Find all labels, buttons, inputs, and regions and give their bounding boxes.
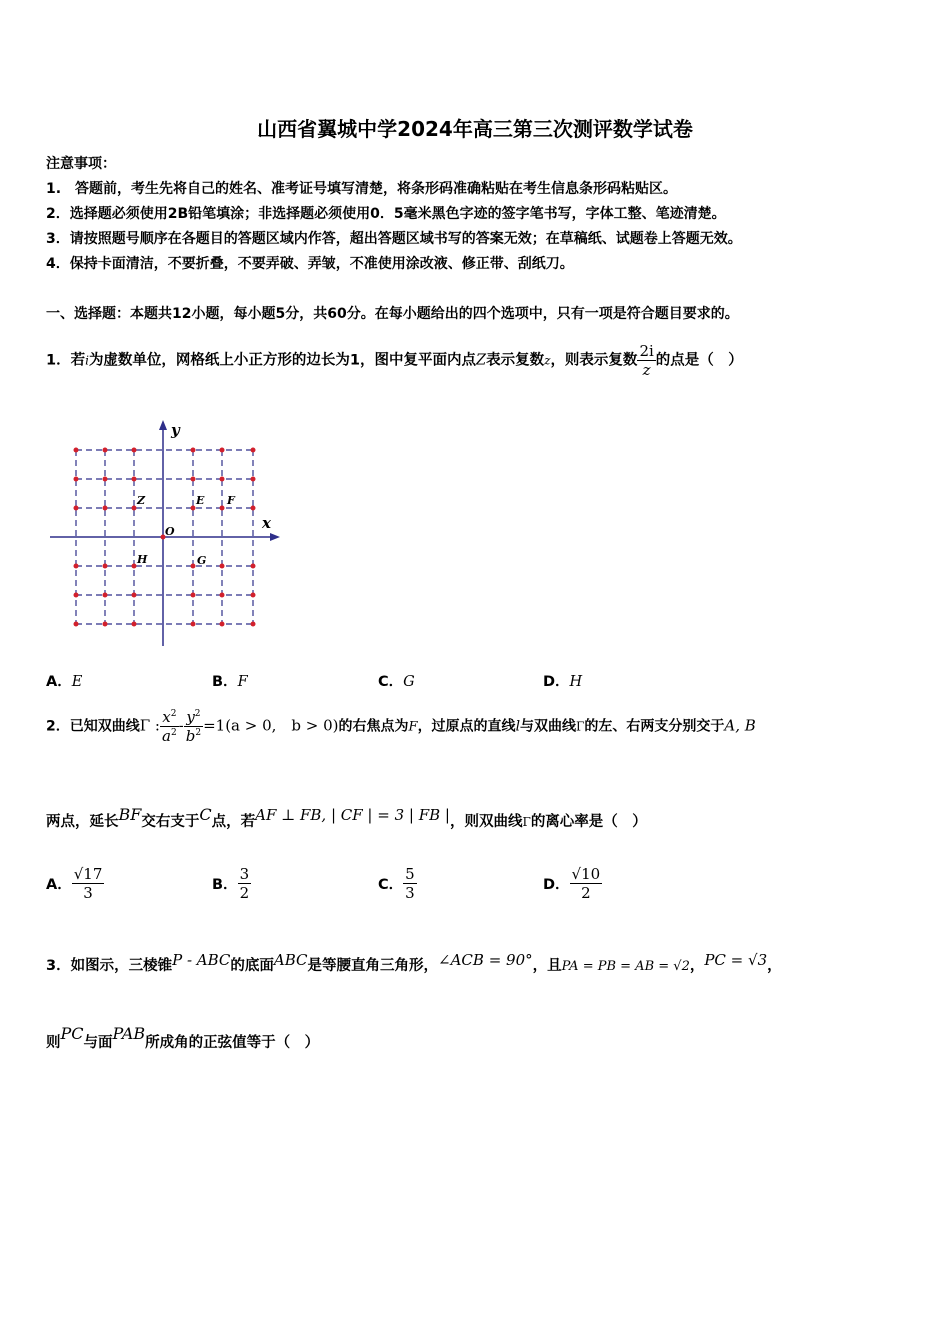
q2-condition: =1(a > 0, b > 0) <box>203 716 339 735</box>
q3-var: ABC <box>273 951 308 969</box>
q2-minus: - <box>178 716 184 735</box>
q2-option-b[interactable]: B． $\frac{3}{2}$ <box>212 865 250 902</box>
q2-text: ，则双曲线 <box>449 814 523 830</box>
q2-text: 的离心率是（ ） <box>530 814 647 830</box>
q2-var: A, B <box>724 716 756 735</box>
axis-label-y: y <box>171 421 180 439</box>
question-2-stem-line1 <box>46 708 756 745</box>
q1-text: 为虚数单位，网格纸上小正方形的边长为1，图中复平面内点 <box>88 352 477 369</box>
q1-text: 表示复数 <box>486 352 545 369</box>
page-title: 山西省翼城中学2024年高三第三次测评数学试卷 <box>257 117 693 141</box>
notice-item: 4．保持卡面清洁，不要折叠，不要弄破、弄皱，不准使用涂改液、修正带、刮纸刀。 <box>46 256 574 272</box>
q2-var: Γ <box>576 719 585 734</box>
q2-text: 的右焦点为 <box>338 718 409 735</box>
q2-gamma: Γ : <box>139 716 160 735</box>
q3-text: 所成角的正弦值等于（ ） <box>145 1035 320 1051</box>
q3-angle: ∠ACB = 90° <box>438 951 533 969</box>
q2-text: 与双曲线 <box>520 718 577 735</box>
q2-text: 点，若 <box>211 814 256 830</box>
q3-var: PAB <box>112 1024 146 1043</box>
q2-var: BF <box>118 805 142 824</box>
q2-text: ，过原点的直线 <box>417 718 516 735</box>
q2-text: 2．已知双曲线 <box>46 718 140 735</box>
q3-var: P - ABC <box>172 951 231 969</box>
point-label-F: F <box>227 494 235 507</box>
point-label-E: E <box>196 494 205 507</box>
q3-var: PC <box>60 1024 84 1043</box>
axis-label-x: x <box>262 514 271 532</box>
q3-text: 则 <box>46 1035 61 1051</box>
q2-var: Γ <box>522 815 531 829</box>
q1-option-b[interactable]: B．F <box>212 674 248 690</box>
q3-text: ， <box>767 958 782 974</box>
question-2-stem-line2 <box>46 805 647 831</box>
q2-option-a[interactable]: A． $\frac{√17}{3}$ <box>46 865 103 902</box>
complex-plane-grid <box>40 410 300 655</box>
q3-text: ， <box>689 958 705 974</box>
question-1-stem <box>46 342 743 379</box>
q1-var-z: z <box>544 353 551 368</box>
question-3-stem-line1 <box>46 951 782 975</box>
q1-text: 1．若 <box>46 352 86 369</box>
point-label-G: G <box>197 554 207 567</box>
q1-option-a[interactable]: A．E <box>46 674 83 690</box>
q3-text: ，且 <box>532 958 562 974</box>
question-3-stem-line2 <box>46 1024 319 1052</box>
q2-frac-x: $\frac{x^2}{a^2}$ <box>161 708 177 745</box>
q3-text: 与面 <box>83 1035 113 1051</box>
origin-label: O <box>165 525 175 538</box>
q2-frac-y: $\frac{y^2}{b^2}$ <box>185 708 202 745</box>
q1-var-Z: Z <box>476 352 487 369</box>
q1-text: ，则表示复数 <box>550 352 638 369</box>
section-heading: 一、选择题：本题共12小题，每小题5分，共60分。在每小题给出的四个选项中，只有一项是符合题目要求的。 <box>46 306 739 322</box>
q1-fraction: $\frac{2i}{z}$ <box>639 342 654 379</box>
q2-text: 两点，延长 <box>46 814 119 830</box>
q2-var: l <box>515 718 521 735</box>
q1-text: 的点是（ ） <box>655 352 743 369</box>
notice-item: 3．请按照题号顺序在各题目的答题区域内作答，超出答题区域书写的答案无效；在草稿纸、试题卷上答题无效。 <box>46 231 742 247</box>
notice-heading: 注意事项： <box>46 156 116 172</box>
q1-option-c[interactable]: C．G <box>378 674 415 690</box>
q2-option-d[interactable]: D． $\frac{√10}{2}$ <box>543 865 601 902</box>
q3-text: 3．如图示，三棱锥 <box>46 958 173 974</box>
q1-var-i: i <box>85 353 89 368</box>
q3-equation: PA = PB = AB = √2 <box>561 959 690 974</box>
q1-option-d[interactable]: D．H <box>543 674 583 690</box>
notice-item: 1. 答题前，考生先将自己的姓名、准考证号填写清楚，将条形码准确粘贴在考生信息条形码粘贴区。 <box>46 181 678 197</box>
point-label-H: H <box>137 553 148 566</box>
q2-condition-2: AF ⊥ FB, | CF | = 3 | FB | <box>255 806 450 824</box>
q2-option-c[interactable]: C． $\frac{5}{3}$ <box>378 865 415 902</box>
point-label-Z: Z <box>137 494 146 507</box>
q2-var: F <box>408 719 418 735</box>
q2-var: C <box>199 805 212 824</box>
q2-text: 的左、右两支分别交于 <box>584 718 725 735</box>
q3-text: 是等腰直角三角形， <box>307 958 439 974</box>
q3-equation: PC = √3 <box>704 951 768 969</box>
notice-item: 2．选择题必须使用2B铅笔填涂；非选择题必须使用0．5毫米黑色字迹的签字笔书写，字体工整、笔迹清楚。 <box>46 206 726 222</box>
q2-text: 交右支于 <box>141 814 200 830</box>
q3-text: 的底面 <box>230 958 274 974</box>
